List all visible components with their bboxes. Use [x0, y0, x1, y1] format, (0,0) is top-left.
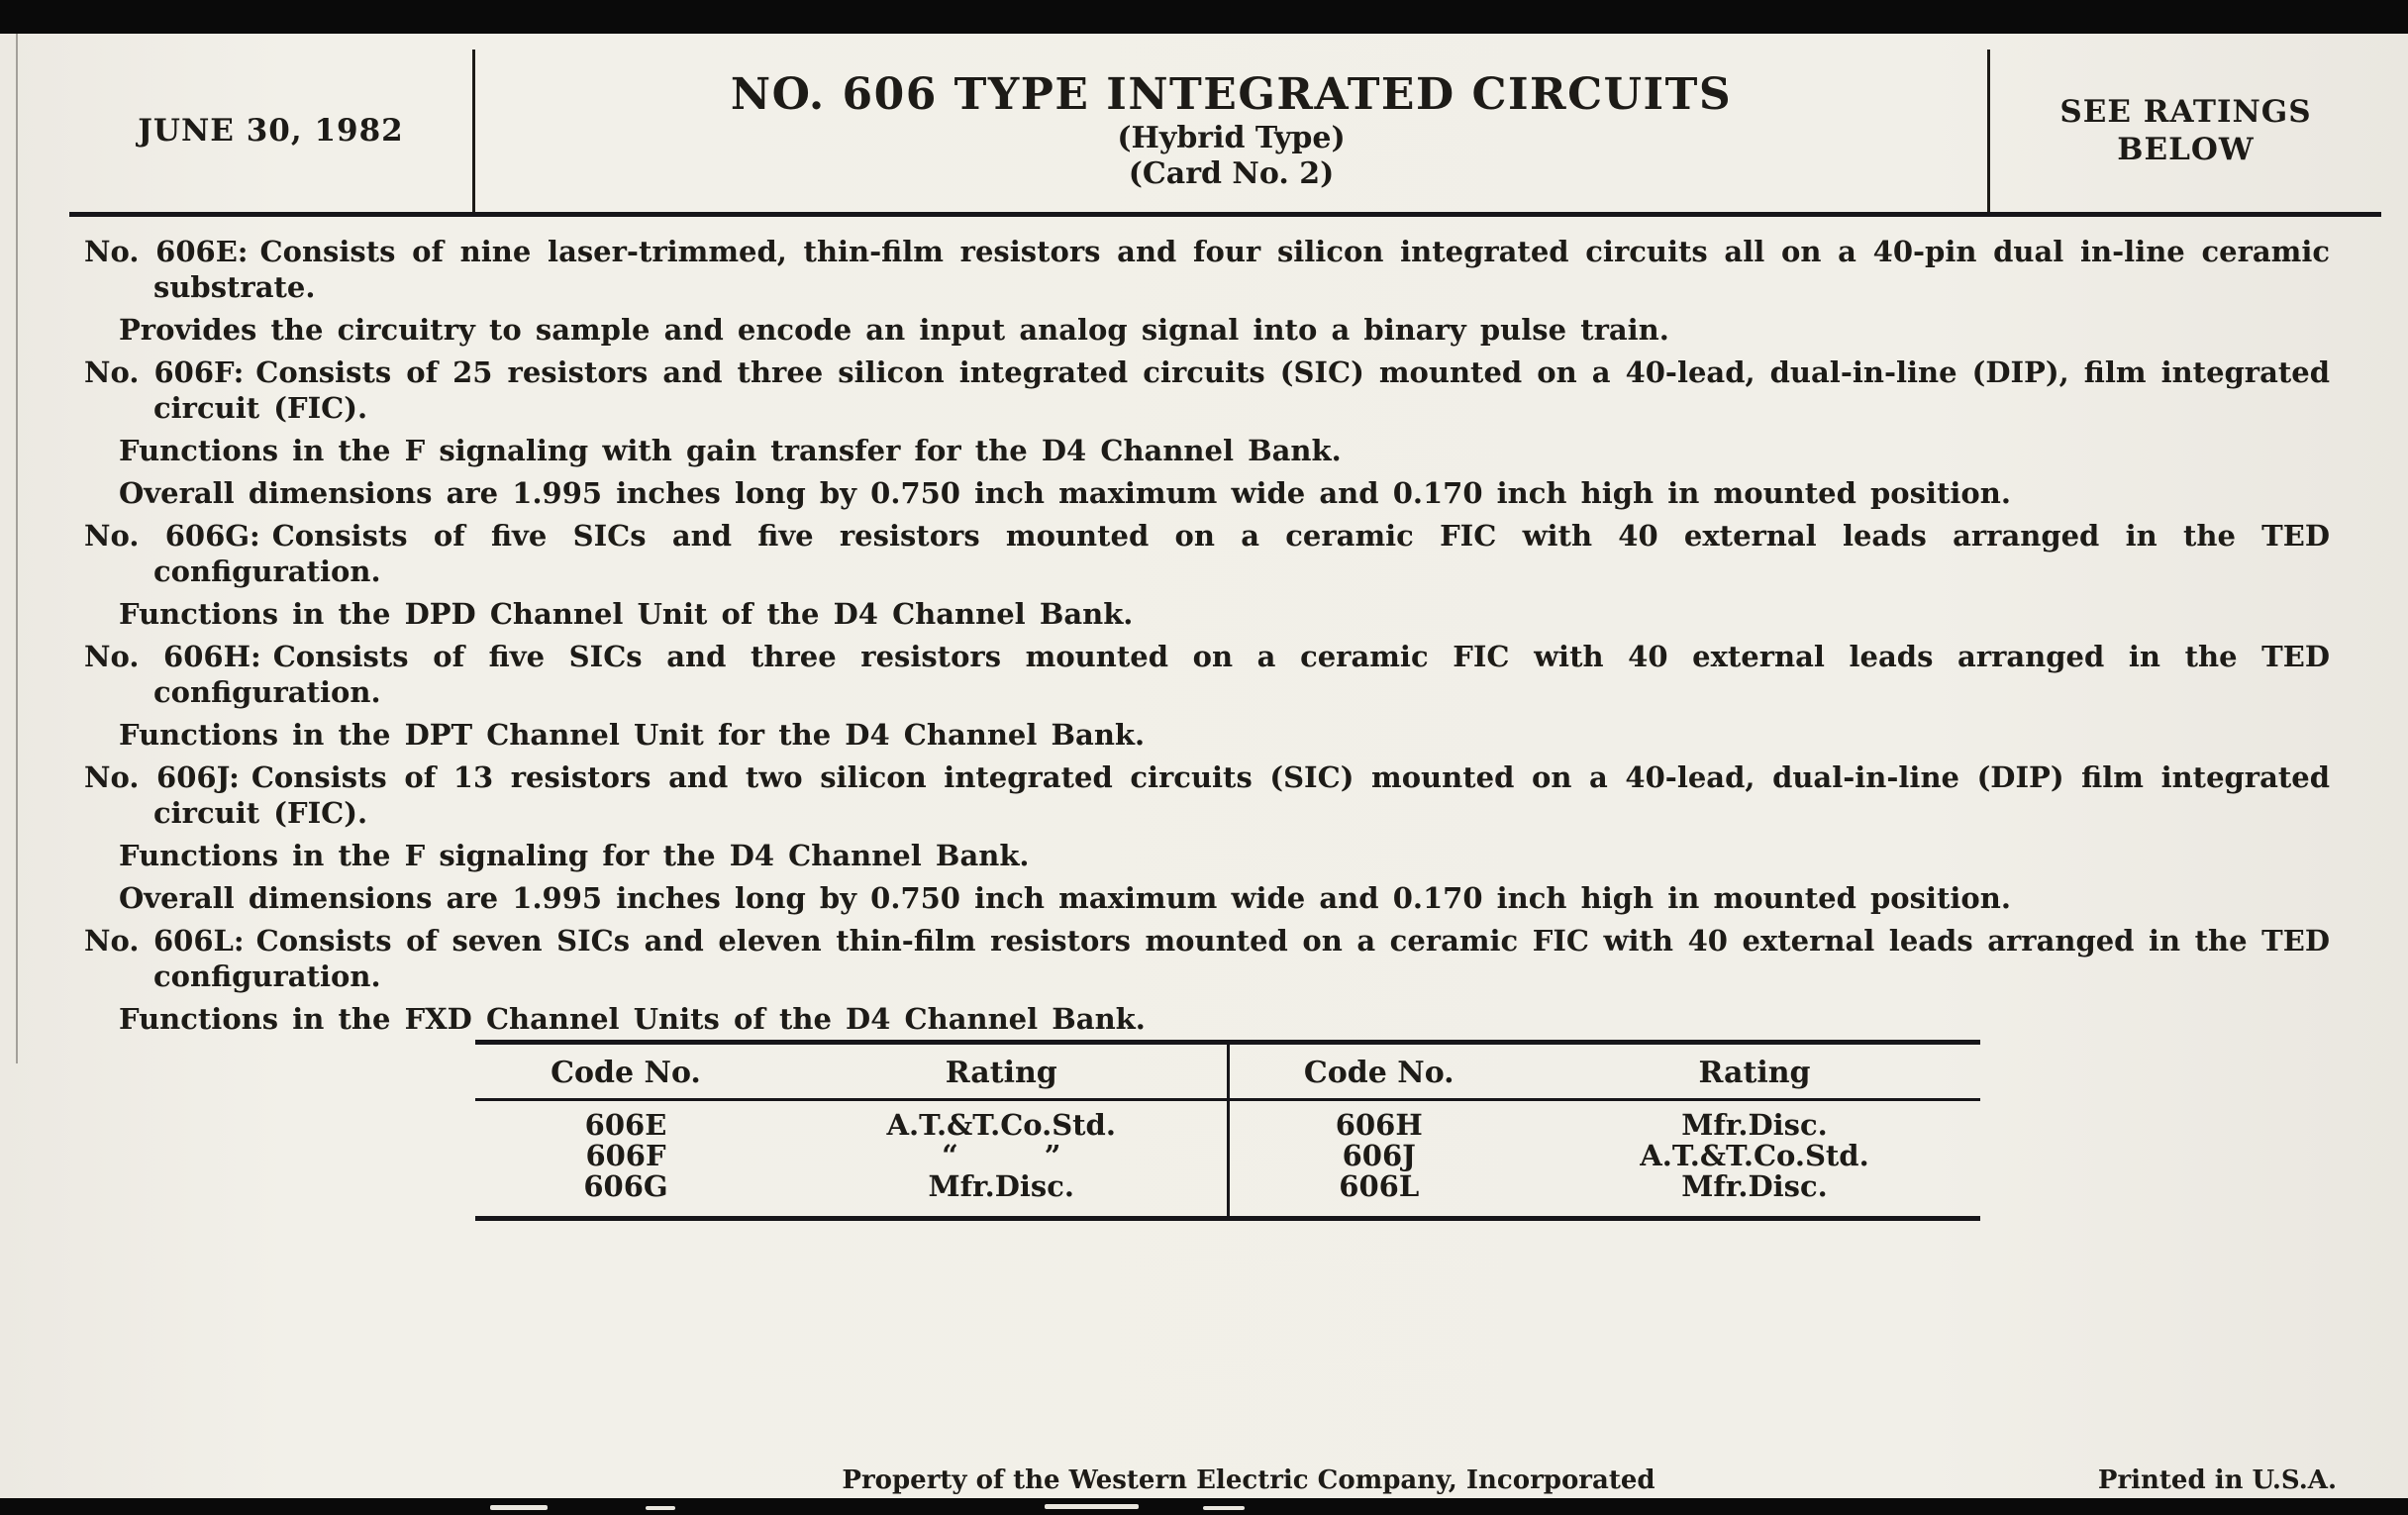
- col-header-code-no-right: Code No.: [1228, 1043, 1529, 1100]
- scan-artifact: [646, 1506, 675, 1510]
- rating-cell: Mfr.Disc.: [1681, 1108, 1828, 1142]
- scan-artifact: [1045, 1504, 1139, 1509]
- entry-text-606e: Consists of nine laser-trimmed, thin-film resistors and four silicon integrated circuits all on a 40-pin dual in-line ceramic substrate.: [153, 235, 2331, 304]
- ratings-header-row: [475, 1043, 1980, 1100]
- document-date: JUNE 30, 1982: [138, 113, 404, 149]
- ratings-table: [475, 1040, 1980, 1221]
- entry-label-606f: No. 606F:: [84, 355, 245, 389]
- document-header: [69, 50, 2381, 212]
- rating-cell: A.T.&T.Co.Std.: [1640, 1139, 1869, 1172]
- para-606g: [84, 518, 2330, 589]
- para-606h: [84, 639, 2330, 710]
- rating-cell-ditto: “ ”: [776, 1141, 1228, 1171]
- scan-edge-top: [0, 0, 2408, 34]
- document-body: [84, 234, 2330, 1044]
- code-cell: 606G: [583, 1169, 668, 1203]
- ratings-row: [475, 1141, 1980, 1171]
- ratings-row: [475, 1100, 1980, 1142]
- para-606l: [84, 923, 2330, 994]
- para-606f: [84, 354, 2330, 426]
- para-606l-function: Functions in the FXD Channel Units of the D4 Channel Bank.: [119, 1002, 1146, 1036]
- code-cell: 606E: [584, 1108, 667, 1142]
- header-ratings-note-cell: [1990, 50, 2381, 212]
- entry-text-606h: Consists of five SICs and three resistors mounted on a ceramic FIC with 40 external leads arranged in the TED configuration.: [153, 640, 2330, 709]
- para-606e-function: Provides the circuitry to sample and encode an input analog signal into a binary pulse train.: [119, 313, 1669, 347]
- entry-text-606j: Consists of 13 resistors and two silicon integrated circuits (SIC) mounted on a 40-lead, dual-in-line (DIP) film integrated circuit (FIC).: [153, 760, 2330, 830]
- col-header-rating-right: Rating: [1529, 1043, 1980, 1100]
- code-cell: 606H: [1335, 1108, 1423, 1142]
- document-title: NO. 606 TYPE INTEGRATED CIRCUITS: [730, 69, 1733, 120]
- document-subtitle-card: (Card No. 2): [1128, 156, 1335, 191]
- scan-artifact: [490, 1505, 548, 1510]
- entry-label-606l: No. 606L:: [84, 924, 245, 958]
- para-606f-function: Functions in the F signaling with gain transfer for the D4 Channel Bank.: [119, 434, 1342, 467]
- scan-artifact: [1203, 1506, 1245, 1510]
- para-606j: [84, 759, 2330, 831]
- para-606f-dimensions: Overall dimensions are 1.995 inches long by 0.750 inch maximum wide and 0.170 inch high in mounted position.: [119, 476, 2011, 510]
- ratings-row: [475, 1171, 1980, 1219]
- scan-edge-bottom: [0, 1498, 2408, 1515]
- entry-label-606h: No. 606H:: [84, 640, 261, 673]
- entry-text-606f: Consists of 25 resistors and three silicon integrated circuits (SIC) mounted on a 40-lead, dual-in-line (DIP), film integrated circuit (FIC).: [153, 355, 2330, 425]
- code-cell: 606F: [585, 1139, 666, 1172]
- para-606e: [84, 234, 2330, 305]
- rating-cell: Mfr.Disc.: [1681, 1169, 1828, 1203]
- entry-label-606g: No. 606G:: [84, 519, 260, 553]
- entry-text-606g: Consists of five SICs and five resistors mounted on a ceramic FIC with 40 external leads arranged in the TED configuration.: [153, 519, 2330, 588]
- para-606j-function: Functions in the F signaling for the D4 Channel Bank.: [119, 839, 1030, 872]
- footer-property-notice: Property of the Western Electric Company, Incorporated: [842, 1465, 1656, 1495]
- col-header-rating-left: Rating: [776, 1043, 1228, 1100]
- col-header-code-no-left: Code No.: [475, 1043, 776, 1100]
- ratings-note-line1: SEE RATINGS: [2059, 94, 2312, 130]
- entry-label-606j: No. 606J:: [84, 760, 240, 794]
- ratings-note-line2: BELOW: [2117, 132, 2255, 167]
- entry-text-606l: Consists of seven SICs and eleven thin-film resistors mounted on a ceramic FIC with 40 external leads arranged in the TED configuration.: [153, 924, 2330, 993]
- code-cell: 606J: [1342, 1139, 1416, 1172]
- para-606j-dimensions: Overall dimensions are 1.995 inches long by 0.750 inch maximum wide and 0.170 inch high in mounted position.: [119, 881, 2011, 915]
- header-title-cell: [475, 50, 1990, 212]
- document-subtitle-type: (Hybrid Type): [1117, 121, 1346, 155]
- scan-edge-left-line: [16, 34, 18, 1063]
- footer-printed-in: Printed in U.S.A.: [2097, 1465, 2337, 1495]
- para-606g-function: Functions in the DPD Channel Unit of the D4 Channel Bank.: [119, 597, 1134, 631]
- header-date-cell: [69, 50, 475, 212]
- rating-cell: A.T.&T.Co.Std.: [776, 1100, 1228, 1142]
- rating-cell: Mfr.Disc.: [776, 1171, 1228, 1219]
- entry-label-606e: No. 606E:: [84, 235, 249, 268]
- para-606h-function: Functions in the DPT Channel Unit for the D4 Channel Bank.: [119, 718, 1146, 752]
- header-rule: [69, 212, 2381, 217]
- document-footer: [0, 1465, 2408, 1497]
- code-cell: 606L: [1339, 1169, 1420, 1203]
